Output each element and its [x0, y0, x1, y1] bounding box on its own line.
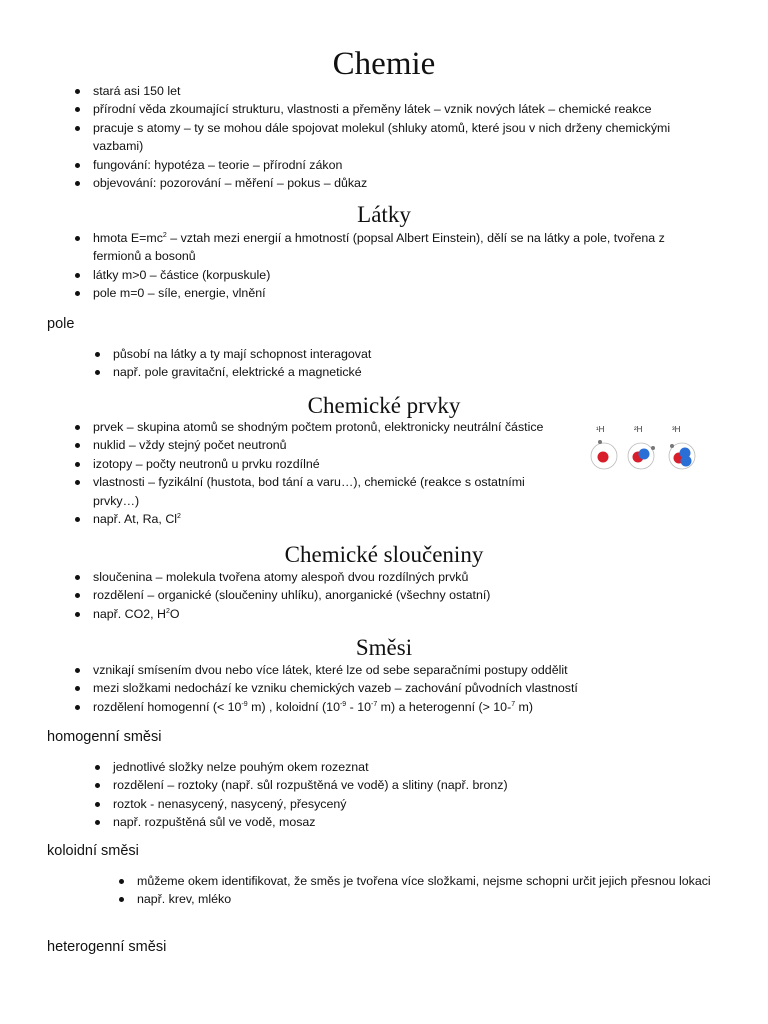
list-item: pole m=0 – síle, energie, vlnění: [72, 284, 712, 302]
section-heading-slouceniny: Chemické sloučeniny: [284, 542, 484, 567]
isotope-label: ¹H: [596, 425, 605, 434]
koloidni-list: [116, 872, 716, 909]
superscript: 2: [166, 607, 170, 615]
list-item-rozdeleni: [72, 698, 712, 716]
list-item: vlastnosti – fyzikální (hustota, bod tání a varu…), chemické (reakce s ostatními prvky…): [72, 473, 572, 510]
list-item: můžeme okem identifikovat, že směs je tvořena více složkami, nejsme schopni určit jejich přesnou lokaci: [116, 872, 716, 890]
rozdeleni-text: - 10: [346, 699, 371, 714]
prvky-list: [72, 418, 572, 528]
homogenni-list: [92, 758, 712, 832]
deuterium-atom-icon: [628, 443, 655, 469]
tritium-atom-icon: [669, 443, 695, 469]
list-item: fungování: hypotéza – teorie – přírodní zákon: [72, 156, 712, 174]
isotope-label: ²H: [634, 425, 643, 434]
list-item: látky m>0 – částice (korpuskule): [72, 266, 712, 284]
smesi-list: [72, 661, 712, 716]
list-item: mezi složkami nedochází ke vzniku chemických vazeb – zachování původních vlastností: [72, 679, 712, 697]
example-text: např. CO2, H: [93, 606, 166, 621]
isotope-label: ³H: [672, 425, 681, 434]
list-item: objevování: pozorování – měření – pokus – důkaz: [72, 174, 712, 192]
list-item: prvek – skupina atomů se shodným počtem protonů, elektronicky neutrální částice: [72, 418, 572, 436]
list-item: rozdělení – organické (sloučeniny uhlíku), anorganické (všechny ostatní): [72, 586, 712, 604]
list-item: jednotlivé složky nelze pouhým okem rozeznat: [92, 758, 712, 776]
superscript: -9: [241, 700, 248, 708]
list-item: nuklid – vždy stejný počet neutronů: [72, 436, 572, 454]
list-item: stará asi 150 let: [72, 82, 712, 100]
list-item: sloučenina – molekula tvořena atomy alespoň dvou rozdílných prvků: [72, 568, 712, 586]
list-item-example: [72, 605, 712, 623]
rozdeleni-text: rozdělení homogenní (< 10: [93, 699, 242, 714]
subheading-homogenni: homogenní směsi: [47, 729, 162, 745]
example-text-suffix: O: [169, 606, 180, 621]
hydrogen-isotopes-illustration: [586, 420, 706, 476]
rozdeleni-text: m) , koloidní (10: [247, 699, 340, 714]
list-item: působí na látky a ty mají schopnost interagovat: [92, 345, 712, 363]
section-heading-prvky: Chemické prvky: [307, 393, 461, 418]
hmota-text: hmota E=mc: [93, 231, 163, 245]
list-item: např. pole gravitační, elektrické a magnetické: [92, 363, 712, 381]
list-item: přírodní věda zkoumající strukturu, vlastnosti a přeměny látek – vznik nových látek – chemické reakce: [72, 100, 712, 118]
list-item-hmota: [72, 229, 712, 266]
hmota-text-rest: – vztah mezi energií a hmotností (popsal Albert Einstein), dělí se na látky a pole, tvořena z fermionů a bosonů: [93, 231, 665, 264]
protium-atom-icon: [591, 440, 617, 469]
slouceniny-list: [72, 568, 712, 623]
subheading-koloidni: koloidní směsi: [47, 843, 139, 859]
list-item: izotopy – počty neutronů u prvku rozdílné: [72, 455, 572, 473]
list-item: např. krev, mléko: [116, 890, 716, 908]
rozdeleni-text: m) a heterogenní (> 10-: [377, 699, 512, 714]
list-item-example: [72, 510, 572, 528]
list-item: pracuje s atomy – ty se mohou dále spojovat molekul (shluky atomů, které jsou v nich drženy chemickými vazbami): [72, 119, 712, 156]
intro-list: [72, 82, 712, 192]
superscript: 2: [162, 232, 167, 239]
rozdeleni-text: m): [515, 699, 533, 714]
superscript: -9: [339, 700, 347, 708]
list-item: např. rozpuštěná sůl ve vodě, mosaz: [92, 813, 712, 831]
page-title: Chemie: [332, 46, 436, 82]
pole-list: [92, 345, 712, 382]
example-text: např. At, Ra, Cl: [93, 512, 178, 527]
superscript: -7: [371, 700, 378, 708]
subheading-heterogenni: heterogenní směsi: [47, 939, 167, 955]
section-heading-latky: Látky: [357, 202, 411, 227]
superscript: 2: [177, 513, 181, 521]
superscript: 7: [511, 700, 516, 708]
list-item: roztok - nenasycený, nasycený, přesycený: [92, 795, 712, 813]
list-item: rozdělení – roztoky (např. sůl rozpuštěná ve vodě) a slitiny (např. bronz): [92, 776, 712, 794]
list-item: vznikají smísením dvou nebo více látek, které lze od sebe separačními postupy oddělit: [72, 661, 712, 679]
section-heading-smesi: Směsi: [355, 635, 413, 660]
subheading-pole: pole: [47, 316, 75, 332]
latky-list: [72, 229, 712, 303]
